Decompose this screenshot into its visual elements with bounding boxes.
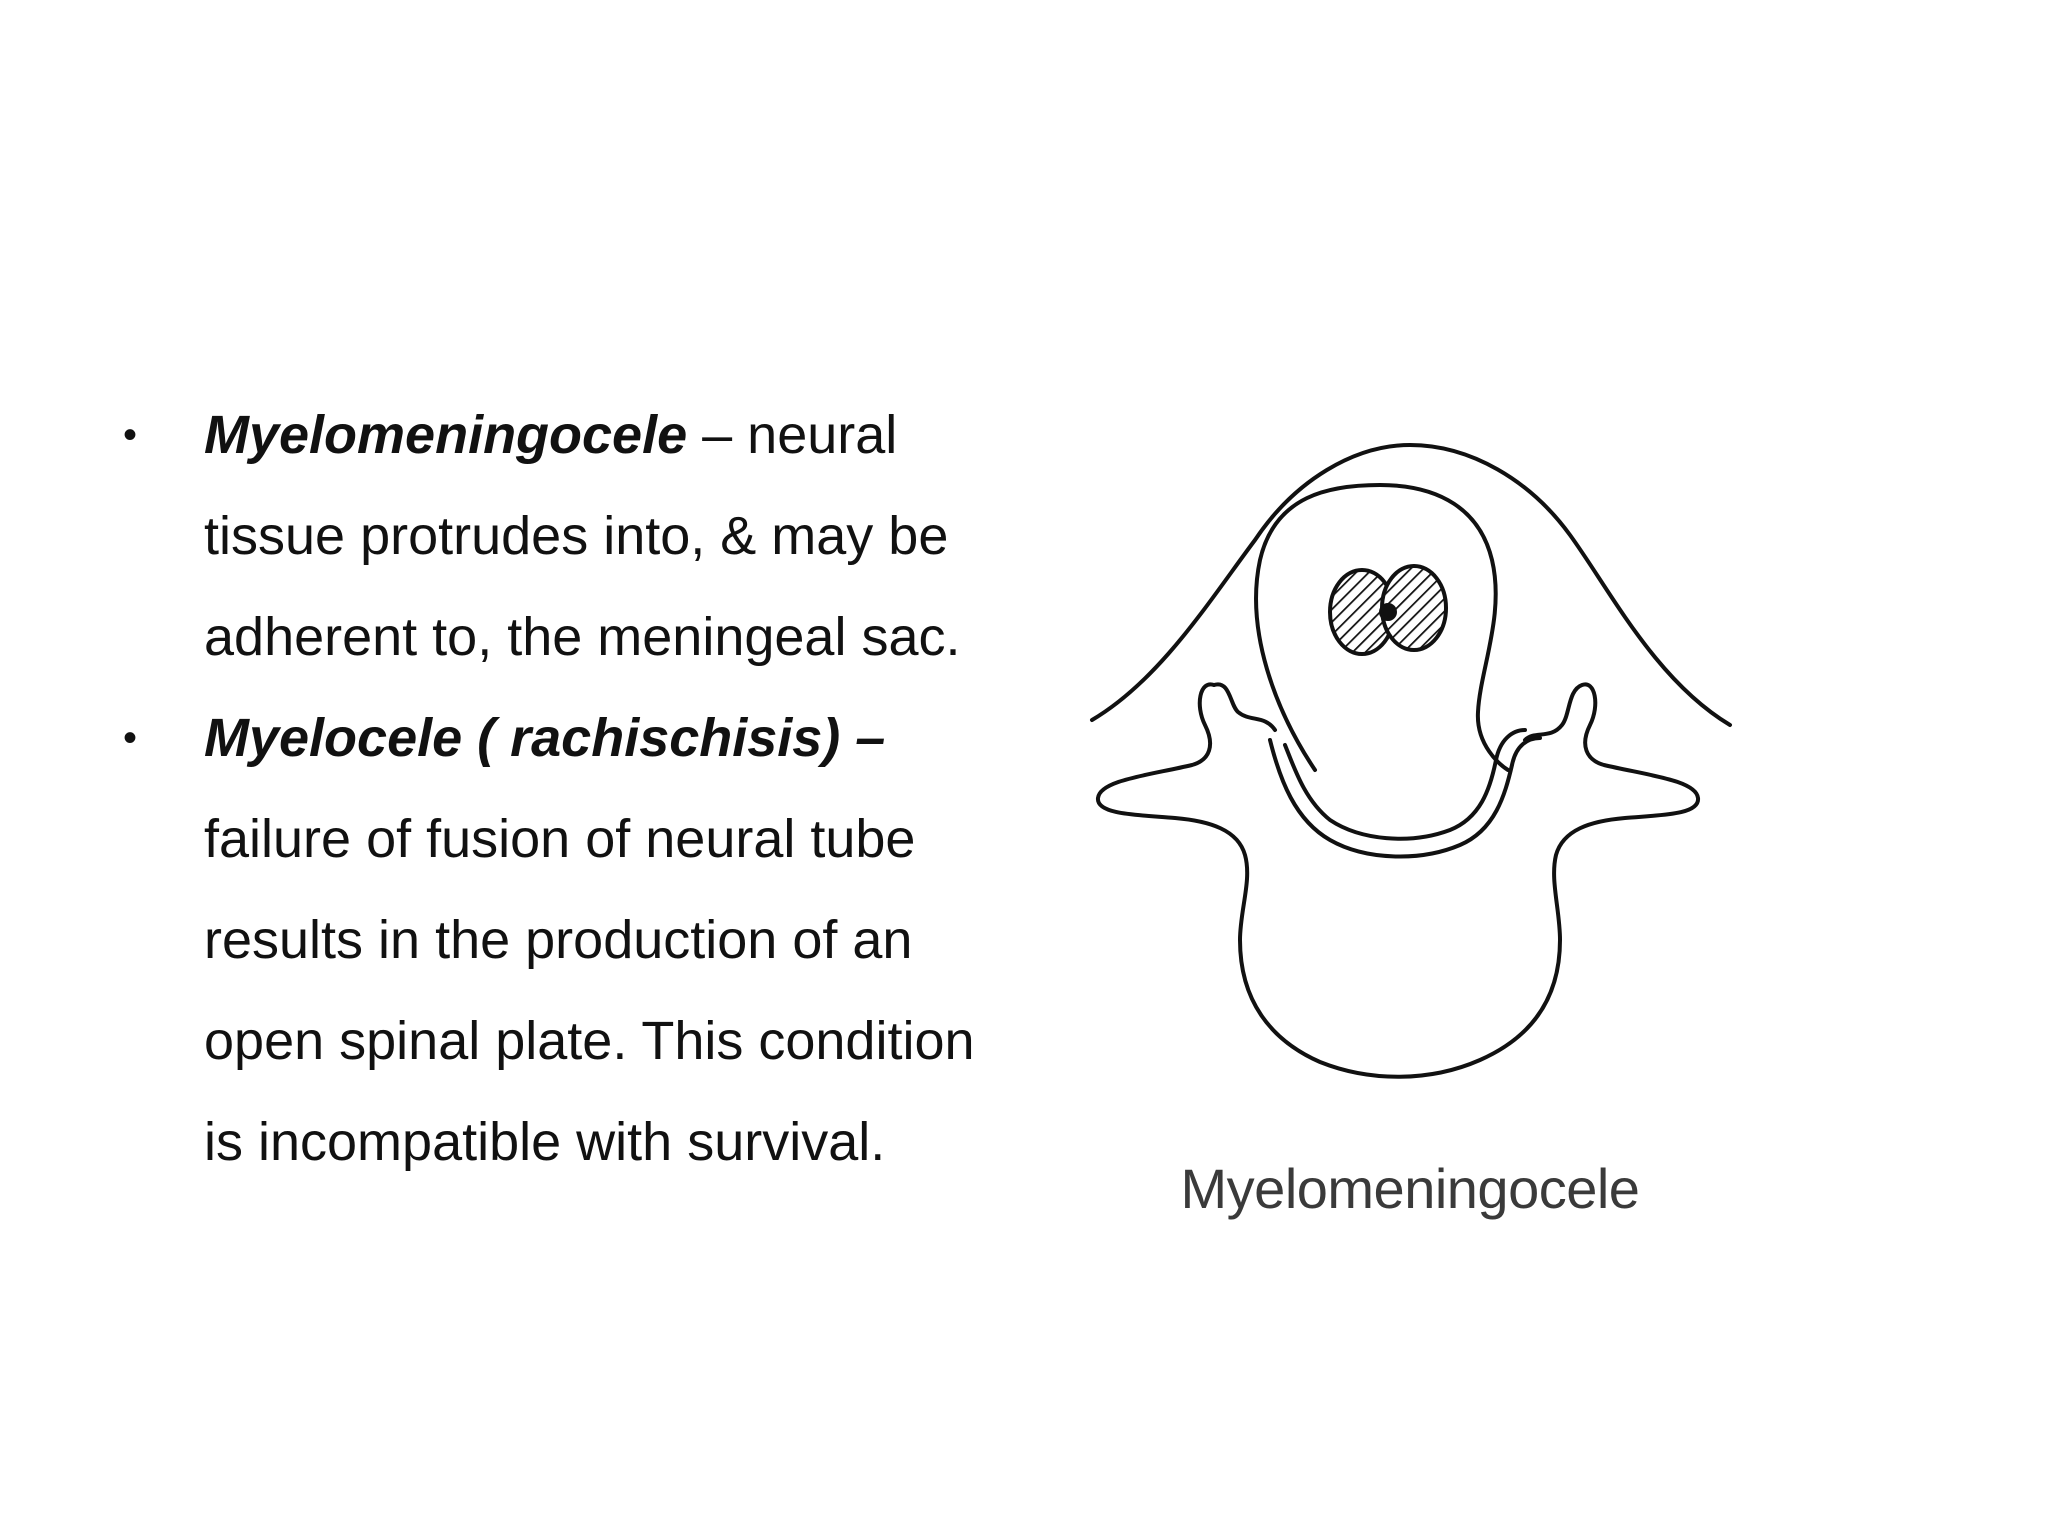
- myelomeningocele-diagram: [1080, 440, 1740, 1140]
- figure-caption: Myelomeningocele: [1180, 1157, 1640, 1220]
- myelomeningocele-figure: [1080, 440, 1740, 1230]
- bullet-item-myelomeningocele: [116, 385, 980, 688]
- text-content: [116, 385, 980, 1405]
- bullet-list: [116, 385, 980, 1193]
- vertebra-left-arch: [1214, 684, 1275, 730]
- bullet-icon: •: [123, 716, 138, 760]
- central-canal: [1381, 605, 1395, 619]
- term-myelocele: Myelocele ( rachischisis) –: [204, 708, 886, 768]
- bullet-item-myelocele: [116, 688, 980, 1193]
- term-myelomeningocele: Myelomeningocele: [204, 405, 688, 465]
- bullet-icon: •: [123, 413, 138, 457]
- definition-myelocele: failure of fusion of neural tube results in the production of an open spinal plate. This condition is incompatible with survival.: [204, 809, 975, 1172]
- vertebra-outline: [1098, 684, 1698, 1076]
- definition-myelomeningocele: – neural tissue protrudes into, & may be adherent to, the meningeal sac.: [204, 405, 961, 667]
